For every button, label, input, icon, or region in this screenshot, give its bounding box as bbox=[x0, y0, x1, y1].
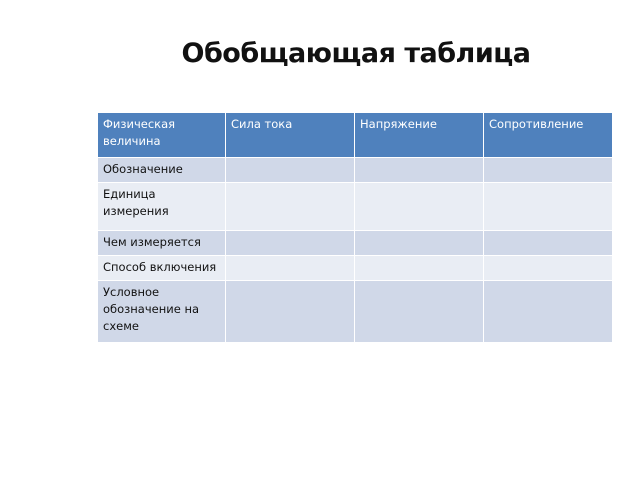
header-physical-quantity: Физическая величина bbox=[98, 113, 226, 158]
table-cell bbox=[226, 231, 355, 256]
table-cell bbox=[355, 158, 484, 183]
table-cell bbox=[484, 231, 613, 256]
header-voltage: Напряжение bbox=[355, 113, 484, 158]
row-label: Способ включения bbox=[98, 256, 226, 281]
table-cell bbox=[226, 256, 355, 281]
table-cell bbox=[355, 281, 484, 343]
table-cell bbox=[484, 256, 613, 281]
table-header-row bbox=[98, 113, 613, 158]
table-cell bbox=[484, 183, 613, 231]
summary-table bbox=[97, 112, 613, 343]
header-current: Сила тока bbox=[226, 113, 355, 158]
table-cell bbox=[355, 231, 484, 256]
row-label: Условное обозначение на схеме bbox=[98, 281, 226, 343]
table-cell bbox=[226, 281, 355, 343]
table-cell bbox=[484, 281, 613, 343]
table-row bbox=[98, 256, 613, 281]
table-row bbox=[98, 281, 613, 343]
table-cell bbox=[355, 256, 484, 281]
slide-title: Обобщающая таблица bbox=[181, 38, 531, 69]
table-cell bbox=[226, 183, 355, 231]
table-cell bbox=[355, 183, 484, 231]
table-row bbox=[98, 158, 613, 183]
row-label: Чем измеряется bbox=[98, 231, 226, 256]
header-resistance: Сопротивление bbox=[484, 113, 613, 158]
table-row bbox=[98, 231, 613, 256]
table-cell bbox=[484, 158, 613, 183]
row-label: Единица измерения bbox=[98, 183, 226, 231]
row-label: Обозначение bbox=[98, 158, 226, 183]
table-row bbox=[98, 183, 613, 231]
table-cell bbox=[226, 158, 355, 183]
